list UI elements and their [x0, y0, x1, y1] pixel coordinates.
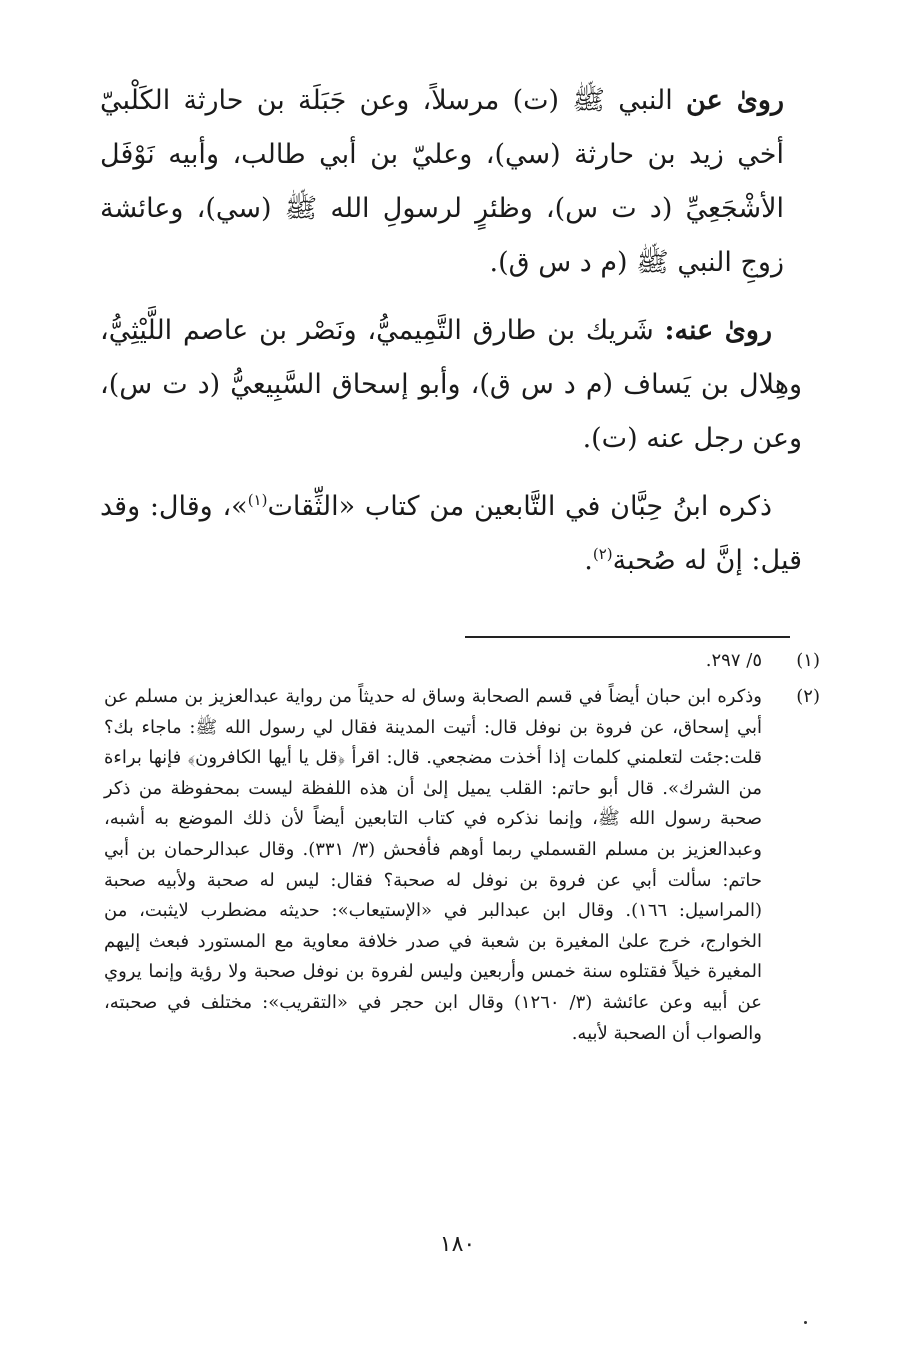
paragraph-narrators-to	[100, 304, 802, 466]
paragraph-3-part-c: .	[584, 545, 593, 576]
paragraph-narrators-from	[100, 74, 802, 290]
paragraph-3-part-b: »، وقال: وقد قيل: إنَّ له صُحبة	[100, 491, 802, 576]
lead-rawa-an: روىٰ عن	[686, 85, 784, 116]
footnote-ref-2[interactable]: (٢)	[592, 545, 613, 563]
paragraph-2-text: شَريك بن طارق التَّمِيميُّ، ونَصْر بن عاصم اللَّيْثِيُّ، وهِلال بن يَساف (م د س ق)، وأبو إسحاق السَّبِيعيُّ (د ت س)، وعن رجل عنه (ت).	[100, 315, 802, 454]
footnote-1-number: (١)	[796, 650, 820, 671]
footnote-2-number: (٢)	[796, 686, 820, 707]
paragraph-ibn-hibban	[100, 480, 802, 588]
print-speck	[804, 1321, 807, 1324]
footnote-2-text: وذكره ابن حبان أيضاً في قسم الصحابة وساق له حديثاً من رواية عبدالعزيز بن مسلم عن أبي إسحاق، عن فروة بن نوفل قال: أتيت المدينة فقال لي رسول الله ﷺ: ماجاء بك؟ قلت:جئت لتعلمني كلمات إذا أخذت مضجعي. قال: اقرأ ﴿قل يا أيها الكافرون﴾ فإنها براءة من الشرك». قال أبو حاتم: القلب يميل إلىٰ أن هذه اللفظة ليست بمحفوظة من ذكر صحبة رسول الله ﷺ، وإنما نذكره في كتاب التابعين أيضاً لأن ذلك الموضع به أشبه، وعبدالعزيز بن مسلم القسملي ربما أوهم فأفحش (٣/ ٣٣١). وقال عبدالرحمان بن أبي حاتم: سألت أبي عن فروة بن نوفل له صحبة؟ فقال: ليس له صحبة ولأبيه صحبة (المراسيل: ١٦٦). وقال ابن عبدالبر في «الإستيعاب»: حديثه مضطرب لايثبت، من الخوارج، خرج علىٰ المغيرة بن شعبة في صدر خلافة معاوية مع المستورد فبعث إليهم المغيرة خيلاً فقتلوه سنة خمس وأربعين وليس لفروة بن نوفل صحبة ولا رؤية وإنما يروي عن أبيه وعن عائشة (٣/ ١٢٦٠) وقال ابن حجر في «التقريب»: مختلف في صحبته، والصواب أن الصحبة لأبيه.	[104, 686, 762, 1044]
paragraph-3-part-a: ذكره ابنُ حِبَّان في التَّابعين من كتاب «الثِّقات	[267, 491, 773, 522]
footnote-ref-1[interactable]: (١)	[247, 491, 268, 509]
paragraph-1-text: النبي ﷺ (ت) مرسلاً، وعن جَبَلَة بن حارثة الكَلْبيّ أخي زيد بن حارثة (سي)، وعليّ بن أبي طالب، وأبيه نَوْفَل الأشْجَعِيِّ (د ت س)، وظئرٍ لرسولِ الله ﷺ (سي)، وعائشة زوجِ النبي ﷺ (م د س ق).	[100, 85, 784, 278]
footnote-divider	[465, 636, 790, 638]
footnote-1-text: ٥/ ٢٩٧.	[705, 650, 762, 671]
lead-rawa-anhu: روىٰ عنه:	[664, 315, 772, 346]
main-text	[100, 74, 802, 602]
page-number: ١٨٠	[439, 1232, 476, 1257]
